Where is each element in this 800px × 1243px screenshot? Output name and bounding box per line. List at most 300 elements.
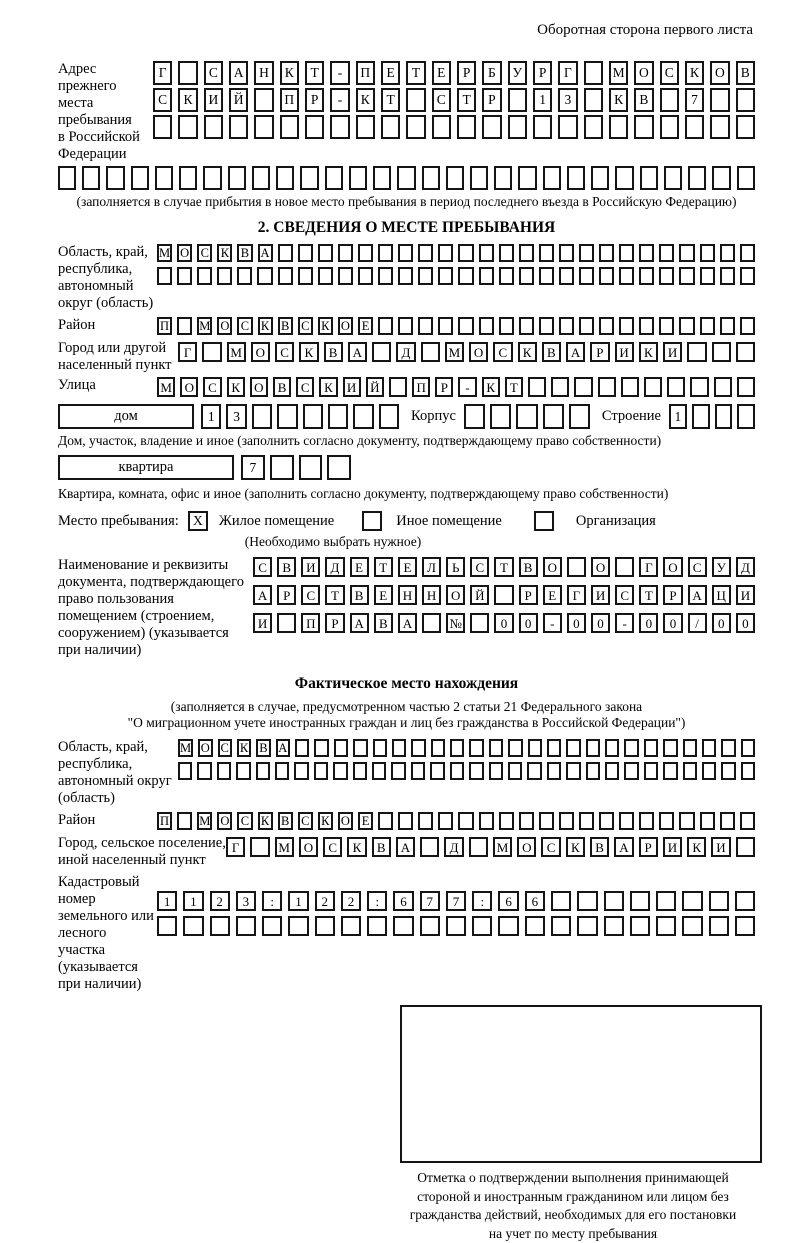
char-cell (599, 317, 614, 335)
stay-type-option-organization: Организация (575, 512, 656, 529)
char-cell (567, 557, 586, 577)
actual-location-subtitle: (заполняется в случае, предусмотренном частью 2 статьи 21 Федерального закона "О миграционном учете иностранных граждан и лиц без гражданства в Российской Федерации") (127, 699, 686, 730)
char-cell (525, 916, 545, 936)
char-cell (278, 267, 293, 285)
registration-stamp-box (400, 1005, 762, 1163)
char-cell (338, 244, 353, 262)
char-cell (418, 317, 433, 335)
char-cell: С (688, 557, 707, 577)
char-cell (353, 404, 373, 429)
char-cell: Т (505, 377, 523, 397)
char-cell: В (634, 88, 653, 112)
char-cell (644, 739, 658, 757)
char-cell (446, 916, 466, 936)
char-cell (644, 377, 662, 397)
char-cell (379, 404, 399, 429)
char-cell (378, 317, 393, 335)
char-cell: Р (457, 61, 476, 85)
char-cell: М (197, 317, 212, 335)
char-cell (333, 762, 347, 780)
actual-location-title: Фактическое место нахождения (294, 675, 519, 692)
char-cell: 7 (420, 891, 440, 911)
char-cell: С (301, 585, 320, 605)
char-cell (527, 762, 541, 780)
char-cell: С (541, 837, 560, 857)
char-cell: М (197, 812, 212, 830)
char-cell: 0 (736, 613, 755, 633)
char-cell (420, 916, 440, 936)
char-cell (391, 762, 405, 780)
char-cell (630, 891, 650, 911)
char-cell (735, 916, 755, 936)
char-cell: О (710, 61, 729, 85)
char-cell (378, 244, 393, 262)
char-cell: С (153, 88, 172, 112)
char-cell (604, 891, 624, 911)
char-cell: М (275, 837, 294, 857)
char-cell (577, 891, 597, 911)
char-cell (470, 613, 489, 633)
char-cell: С (615, 585, 634, 605)
char-cell: А (229, 61, 248, 85)
char-cell (683, 739, 697, 757)
char-cell: Г (178, 342, 197, 362)
char-cell (712, 166, 730, 190)
char-cell (373, 739, 387, 757)
char-cell: 0 (519, 613, 538, 633)
char-cell: 1 (183, 891, 203, 911)
char-cell (298, 267, 313, 285)
char-cell (499, 267, 514, 285)
char-cell: Р (533, 61, 552, 85)
char-cell: М (178, 739, 193, 757)
char-cell: М (609, 61, 628, 85)
char-cell (709, 916, 729, 936)
char-cell (398, 812, 413, 830)
char-cell: К (482, 377, 500, 397)
char-cell (508, 88, 527, 112)
char-cell (450, 739, 464, 757)
char-cell (579, 812, 594, 830)
char-cell (458, 267, 473, 285)
char-cell: К (685, 61, 704, 85)
char-cell (551, 916, 571, 936)
char-cell: С (237, 812, 252, 830)
char-cell: В (519, 557, 538, 577)
region-row-2 (157, 267, 755, 285)
char-cell: 1 (201, 404, 221, 429)
char-cell: М (157, 244, 172, 262)
char-cell: 0 (663, 613, 682, 633)
char-cell: 0 (494, 613, 513, 633)
char-cell (457, 115, 476, 139)
char-cell (393, 916, 413, 936)
char-cell (599, 244, 614, 262)
char-cell: М (493, 837, 512, 857)
char-cell (599, 267, 614, 285)
char-cell (431, 739, 445, 757)
char-cell: В (374, 613, 393, 633)
char-cell: № (446, 613, 465, 633)
char-cell: К (299, 342, 318, 362)
char-cell: И (253, 613, 272, 633)
char-cell: Д (325, 557, 344, 577)
char-cell (659, 244, 674, 262)
char-cell (543, 166, 561, 190)
char-cell (257, 267, 272, 285)
char-cell (314, 762, 328, 780)
char-cell: Т (406, 61, 425, 85)
char-cell: И (343, 377, 361, 397)
char-cell: С (203, 377, 221, 397)
char-cell: В (277, 557, 296, 577)
char-cell: С (432, 88, 451, 112)
char-cell (569, 404, 590, 429)
district-label: Район (58, 317, 96, 333)
char-cell (489, 739, 503, 757)
char-cell (295, 739, 309, 757)
char-cell: С (298, 317, 313, 335)
char-cell: К (356, 88, 375, 112)
char-cell (494, 166, 512, 190)
char-cell: 0 (591, 613, 610, 633)
char-cell (702, 739, 716, 757)
char-cell: И (663, 342, 682, 362)
char-cell (630, 916, 650, 936)
char-cell (256, 762, 270, 780)
char-cell: Т (374, 557, 393, 577)
char-cell (418, 244, 433, 262)
char-cell: А (688, 585, 707, 605)
stay-type-option-other-premises: Иное помещение (396, 512, 502, 529)
actual-city-cells (226, 837, 755, 857)
char-cell: О (338, 317, 353, 335)
char-cell (438, 244, 453, 262)
char-cell (688, 166, 706, 190)
char-cell: 1 (157, 891, 177, 911)
char-cell (353, 739, 367, 757)
char-cell (178, 61, 197, 85)
char-cell (318, 244, 333, 262)
char-cell (660, 115, 679, 139)
char-cell (270, 455, 294, 480)
char-cell: О (517, 837, 536, 857)
char-cell: Г (153, 61, 172, 85)
char-cell (508, 762, 522, 780)
char-cell: Е (374, 585, 393, 605)
char-cell (615, 166, 633, 190)
prev-address-label: Адрес прежнего места пребывания в Российской Федерации (58, 61, 140, 162)
char-cell (299, 455, 323, 480)
char-cell: Т (381, 88, 400, 112)
char-cell (372, 762, 386, 780)
char-cell (539, 317, 554, 335)
char-cell (389, 377, 407, 397)
char-cell: В (237, 244, 252, 262)
stay-type-label: Место пребывания: (58, 512, 179, 529)
char-cell (179, 166, 197, 190)
char-cell (203, 166, 221, 190)
char-cell (664, 166, 682, 190)
char-cell (421, 342, 440, 362)
apartment-box-label: квартира (58, 455, 234, 480)
char-cell (381, 115, 400, 139)
char-cell: - (615, 613, 634, 633)
char-cell (567, 166, 585, 190)
stay-type-checkbox-other-premises (362, 511, 382, 531)
section-2-title: 2. СВЕДЕНИЯ О МЕСТЕ ПРЕБЫВАНИЯ (257, 219, 556, 236)
char-cell (288, 916, 308, 936)
document-row-2 (253, 585, 755, 605)
char-cell: К (237, 739, 251, 757)
stroenie-cells (669, 404, 755, 429)
char-cell (177, 317, 192, 335)
char-cell: О (543, 557, 562, 577)
char-cell: О (177, 244, 192, 262)
char-cell (702, 762, 716, 780)
char-cell (183, 916, 203, 936)
char-cell (656, 891, 676, 911)
char-cell (741, 762, 755, 780)
char-cell (591, 166, 609, 190)
street-cells (157, 377, 755, 397)
char-cell (237, 267, 252, 285)
char-cell: Е (398, 557, 417, 577)
char-cell: О (217, 317, 232, 335)
char-cell: К (609, 88, 628, 112)
char-cell (469, 739, 483, 757)
char-cell: Т (325, 585, 344, 605)
char-cell (262, 916, 282, 936)
char-cell (579, 244, 594, 262)
stroenie-label: Строение (601, 408, 661, 424)
cadastre-label: Кадастровый номер земельного или лесного участка (указывается при наличии) (58, 874, 154, 992)
char-cell (378, 812, 393, 830)
char-cell (737, 404, 755, 429)
char-cell (687, 342, 706, 362)
prev-address-row-4 (58, 166, 755, 190)
char-cell (710, 88, 729, 112)
char-cell: В (736, 61, 755, 85)
char-cell (640, 166, 658, 190)
char-cell: А (348, 342, 367, 362)
region-label: Область, край, республика, автономный округ (область) (58, 244, 154, 311)
prev-address-cells-col (153, 61, 755, 139)
char-cell (700, 244, 715, 262)
house-number-cells (201, 404, 399, 429)
actual-region-row-2 (178, 762, 755, 780)
char-cell (519, 812, 534, 830)
char-cell (683, 762, 697, 780)
char-cell (177, 267, 192, 285)
char-cell (586, 762, 600, 780)
char-cell (252, 166, 270, 190)
street-label: Улица (58, 377, 96, 393)
char-cell: 7 (446, 891, 466, 911)
char-cell (605, 739, 619, 757)
char-cell (721, 739, 735, 757)
prev-address-row-1 (153, 61, 755, 85)
char-cell (543, 404, 564, 429)
char-cell (106, 166, 124, 190)
char-cell: 7 (685, 88, 704, 112)
actual-region-row-1 (178, 739, 755, 757)
char-cell: Р (639, 837, 658, 857)
char-cell (659, 267, 674, 285)
char-cell (736, 342, 755, 362)
char-cell: / (688, 613, 707, 633)
char-cell: 1 (669, 404, 687, 429)
char-cell (660, 88, 679, 112)
char-cell (406, 115, 425, 139)
char-cell (604, 916, 624, 936)
char-cell (157, 267, 172, 285)
char-cell: С (298, 812, 313, 830)
char-cell (679, 267, 694, 285)
char-cell (305, 115, 324, 139)
char-cell: Р (663, 585, 682, 605)
char-cell (479, 244, 494, 262)
char-cell: Р (305, 88, 324, 112)
char-cell: К (227, 377, 245, 397)
char-cell: 7 (241, 455, 265, 480)
char-cell: К (217, 244, 232, 262)
char-cell (624, 762, 638, 780)
char-cell: П (157, 317, 172, 335)
char-cell: Н (254, 61, 273, 85)
char-cell: 2 (315, 891, 335, 911)
char-cell (236, 916, 256, 936)
char-cell (438, 267, 453, 285)
char-cell: У (508, 61, 527, 85)
char-cell (736, 88, 755, 112)
city-row (58, 340, 755, 374)
char-cell (338, 267, 353, 285)
char-cell (294, 762, 308, 780)
char-cell (663, 762, 677, 780)
char-cell: Е (350, 557, 369, 577)
char-cell (721, 762, 735, 780)
char-cell (714, 377, 732, 397)
actual-district-cells (157, 812, 755, 830)
char-cell: 3 (226, 404, 246, 429)
char-cell (277, 613, 296, 633)
char-cell (679, 812, 694, 830)
char-cell (624, 739, 638, 757)
char-cell (519, 267, 534, 285)
char-cell (479, 317, 494, 335)
char-cell: В (273, 377, 291, 397)
char-cell (202, 342, 221, 362)
char-cell (430, 762, 444, 780)
char-cell: О (217, 812, 232, 830)
stay-type-row (58, 511, 755, 531)
char-cell (551, 891, 571, 911)
char-cell (547, 739, 561, 757)
char-cell: Д (444, 837, 463, 857)
char-cell (720, 244, 735, 262)
char-cell: Р (435, 377, 453, 397)
char-cell: О (469, 342, 488, 362)
char-cell (737, 166, 755, 190)
city-label: Город или другой населенный пункт (58, 340, 172, 373)
char-cell (464, 404, 485, 429)
char-cell: К (566, 837, 585, 857)
char-cell (353, 762, 367, 780)
char-cell: О (299, 837, 318, 857)
char-cell: В (372, 837, 391, 857)
char-cell (254, 115, 273, 139)
char-cell: И (591, 585, 610, 605)
document-block (58, 557, 755, 659)
char-cell (539, 244, 554, 262)
char-cell (679, 317, 694, 335)
char-cell: Р (482, 88, 501, 112)
actual-district-row (58, 812, 755, 830)
char-cell: И (204, 88, 223, 112)
char-cell: 3 (236, 891, 256, 911)
char-cell (619, 267, 634, 285)
char-cell: И (615, 342, 634, 362)
char-cell (411, 739, 425, 757)
char-cell: Г (639, 557, 658, 577)
char-cell (663, 739, 677, 757)
char-cell: Р (590, 342, 609, 362)
char-cell (574, 377, 592, 397)
char-cell (458, 812, 473, 830)
prev-address-block (58, 61, 755, 163)
char-cell (178, 762, 192, 780)
char-cell: К (280, 61, 299, 85)
char-cell: В (590, 837, 609, 857)
char-cell (559, 267, 574, 285)
char-cell: И (711, 837, 730, 857)
char-cell (566, 739, 580, 757)
char-cell: К (178, 88, 197, 112)
char-cell (406, 88, 425, 112)
char-cell: А (396, 837, 415, 857)
char-cell: Ь (446, 557, 465, 577)
char-cell: С (275, 342, 294, 362)
char-cell: В (542, 342, 561, 362)
char-cell (328, 404, 348, 429)
region-row-1 (157, 244, 755, 262)
char-cell (373, 166, 391, 190)
char-cell (446, 166, 464, 190)
char-cell (644, 762, 658, 780)
char-cell (584, 88, 603, 112)
stay-type-option-dwelling: Жилое помещение (218, 512, 335, 529)
char-cell: И (736, 585, 755, 605)
char-cell: С (323, 837, 342, 857)
char-cell (177, 812, 192, 830)
char-cell (422, 613, 441, 633)
char-cell: - (458, 377, 476, 397)
char-cell (634, 115, 653, 139)
char-cell (469, 837, 488, 857)
char-cell (709, 891, 729, 911)
char-cell (82, 166, 100, 190)
stay-type-checkbox-dwelling: X (188, 511, 208, 531)
char-cell: 3 (558, 88, 577, 112)
char-cell (682, 916, 702, 936)
char-cell (518, 166, 536, 190)
char-cell (599, 812, 614, 830)
char-cell: А (350, 613, 369, 633)
char-cell: В (324, 342, 343, 362)
char-cell (605, 762, 619, 780)
char-cell (639, 317, 654, 335)
